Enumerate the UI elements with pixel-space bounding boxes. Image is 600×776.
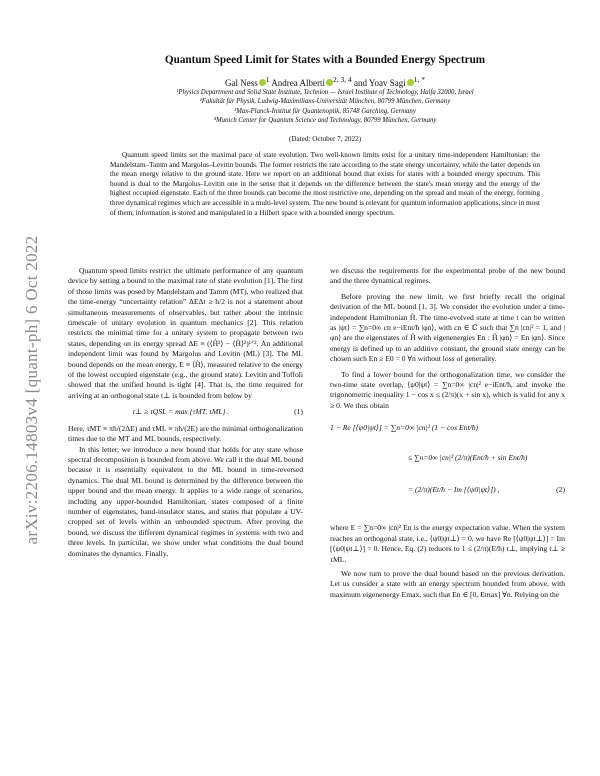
affiliation: ³Max-Planck-Institut für Quantenoptik, 85748 Garching, Germany <box>234 107 416 115</box>
date-line: (Dated: October 7, 2022) <box>288 135 362 143</box>
author-list <box>60 75 590 88</box>
arxiv-watermark <box>16 160 48 620</box>
equation-line: ≤ ∑n=0∞ |cn|² (2/π)(Ent/ħ + sin Ent/ħ) <box>408 453 528 463</box>
left-column <box>68 266 303 559</box>
equation-line: = (2/π)(Et/ħ − Im [⟨ψ0|ψt⟩]) , <box>408 485 500 495</box>
author-name: and Yoav Sagi <box>353 78 406 88</box>
paragraph: Quantum speed limits restrict the ultimate performance of any quantum device by setting a bound to the maximal rate of state evolution [1]. The first of those limits was posed by Mandelstam and Tamm (MT), who realized that the time-energy “uncertainty relation” ΔEΔt ≥ ħ/2 is not a statement about simultaneous measurements of observables, but rather about the intrinsic timescale of unitary evolution in quantum mechanics [2]. This relation restricts the minimal time for a unitary system to propagate between two states, depending on its energy spread ΔE ≡ (⟨Ĥ²⟩ − ⟨Ĥ⟩²)¹ᐟ². An additional independent limit was found by Margolus and Levitin (ML) [3]. The ML bound depends on the mean energy, E ≡ ⟨Ĥ⟩, measured relative to the energy of the lowest occupied eigenstate (e.g., the ground state). Levitin and Toffoli showed that the unified bound is tight [4]. That is, the time required for arriving at an orthogonal state t⊥ is bounded from below by <box>68 266 303 400</box>
paragraph: where E = ∑n=0∞ |cn|² En is the energy expectation value. When the system reaches an orthogonal state, i.e., ⟨ψ0|ψt⊥⟩ = 0, we have Re [⟨ψ0|ψt⊥⟩] = Im [⟨ψ0|ψt⊥⟩] = 0. Hence, Eq. (2) reduces to 1 ≤ (2/π)(E/ħ) t⊥, implying t⊥ ≥ τML. <box>330 523 565 564</box>
equation-line: 1 − Re [⟨ψ0|ψt⟩] = ∑n=0∞ |cn|² (1 − cos Ent/ħ) <box>330 423 479 433</box>
paragraph: To find a lower bound for the orthogonalization time, we consider the two-time state overlap, ⟨ψ0|ψt⟩ = ∑n=0∞ |cn|² e−iEnt/ħ, and invoke the trigonometric inequality 1 − cos x ≤ (2/π)(x + sin x), which is valid for any x ≥ 0. We thus obtain <box>330 369 565 410</box>
author-affil: 1 <box>265 75 270 84</box>
equation-2 <box>330 417 565 517</box>
equation-1 <box>68 407 303 417</box>
author-affil: 1, * <box>413 75 425 84</box>
affiliation: ¹Physics Department and Solid State Institute, Technion — Israel Institute of Technology, Haifa 32000, Israel <box>176 89 474 96</box>
orcid-icon[interactable] <box>326 79 333 86</box>
affiliation: ⁴Munich Center for Quantum Science and Technology, 80799 München, Germany <box>213 117 437 125</box>
author-name: Gal Ness <box>224 78 258 88</box>
equation-body: t⊥ ≥ τQSL = max {τMT, τML} . <box>132 407 230 417</box>
paragraph: Before proving the new limit, we first briefly recall the original derivation of the ML bound [1, 3]. We consider the evolution under a time-independent Hamiltonian Ĥ. The time-evolved state at time t can be written as |ψt⟩ = ∑n=0∞ cn e−iEnt/ħ |φn⟩, with cn ∈ ℂ such that ∑n |cn|² = 1, and |φn⟩ are the eigenstates of Ĥ with eigenenergies En : Ĥ |φn⟩ = En |φn⟩. Since energy is defined up to an additive constant, the ground state energy can be chosen such En ≥ E0 = 0 ∀n without loss of generality. <box>330 291 565 364</box>
right-column <box>330 266 565 600</box>
arxiv-id: arXiv:2206.14803v4 [quant-ph] 6 Oct 2022 <box>22 235 41 545</box>
author-affil: 2, 3, 4 <box>332 75 352 84</box>
equation-number: (1) <box>294 407 303 417</box>
affiliation: ²Fakultät für Physik, Ludwig-Maximilians-Universität München, 80799 München, Germany <box>199 98 451 106</box>
author-name: Andrea Alberti <box>271 78 325 88</box>
affiliations <box>60 88 590 126</box>
paragraph: We now turn to prove the dual bound based on the previous derivation. Let us consider a state with an energy spectrum bounded from above, with maximum eigenenergy Emax, such that En ∈ [0, Emax] ∀n. Relying on the <box>330 568 565 599</box>
orcid-icon[interactable] <box>407 79 414 86</box>
abstract: Quantum speed limits set the maximal pace of state evolution. Two well-known limits exist for a unitary time-independent Hamiltonian: the Mandelstam–Tamm and Margolus–Levitin bounds. The former restricts the rate according to the state energy uncertainty, while the latter depends on the mean energy relative to the ground state. Here we report on an additional bound that exists for states with a bounded energy spectrum. This bound is dual to the Margolus–Levitin one in the sense that it depends on the difference between the state's mean energy and the energy of the highest occupied eigenstate. Each of the three bounds can become the most restrictive one, depending on the spread and mean of the energy, forming three dynamical regimes which are accessible in a multi-level system. The new bound is relevant for quantum information applications, since in most of them, information is stored and manipulated in a Hilbert space with a bounded energy spectrum. <box>110 151 540 217</box>
equation-number: (2) <box>556 485 565 495</box>
paragraph: Here, τMT ≡ πħ/(2ΔE) and τML ≡ πħ/(2E) are the minimal orthogonalization times due to the MT and ML bounds, respectively. <box>68 423 303 444</box>
orcid-icon[interactable] <box>259 79 266 86</box>
paragraph: we discuss the requirements for the experimental probe of the new bound and the three dynamical regimes. <box>330 266 565 286</box>
paper-title: Quantum Speed Limit for States with a Bounded Energy Spectrum <box>164 54 486 66</box>
paragraph: In this letter, we introduce a new bound that holds for any state whose spectral decomposition is bounded from above. We call it the dual ML bound because it is essentially equivalent to the ML bound in time-reversed dynamics. The dual ML bound is determined by the difference between the upper bound and the mean energy. It applies to a wide range of scenarios, including any upper-bounded Hamiltonian, states composed of a finite number of eigenstates, band-insulator states, and states that populate a UV-cropped set of levels within an unbounded spectrum. After proving the bound, we discuss the different dynamical regimes in systems with two and three levels. In particular, we show under what conditions the dual bound dominates the dynamics. Finally, <box>68 444 303 558</box>
